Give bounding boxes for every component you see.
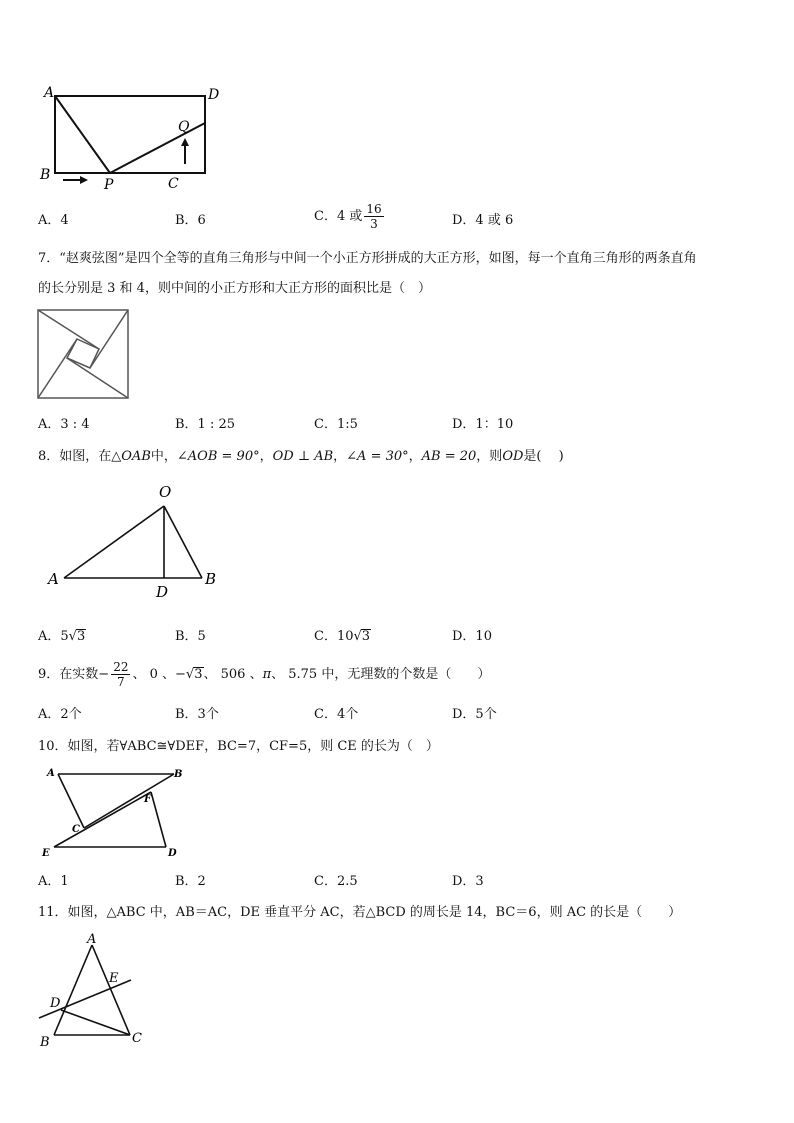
q6-segment-ap [55,96,110,173]
q11-label-c: C [132,1031,142,1046]
q9-radicand: 3 [194,667,203,682]
q8-stem-cond1: ∠AOB = 90° [176,449,260,464]
q7-outer-square [38,310,128,398]
q10-option-a: A．1 [38,874,69,889]
q9-stem-p4: 、 5.75 中，无理数的个数是（ ） [271,667,491,682]
q10-label-e: E [42,848,50,859]
q6-option-b: B．6 [175,213,206,228]
q8-option-c-prefix: C．10 [314,629,354,644]
q9-option-b: B．3个 [175,707,219,722]
q6-option-d: D．4 或 6 [452,213,514,228]
q10-figure [38,764,188,864]
q8-stem-od: OD [502,449,524,464]
q6-label-q: Q [178,119,190,135]
q9-neg: − [175,667,186,682]
q8-stem [38,448,564,466]
q8-stem-p4: 是( ) [523,449,564,464]
q10-label-a: A [47,768,55,779]
q7-option-d: D．1：10 [452,417,514,432]
q9-stem-p1: 9．在实数 [38,667,99,682]
q8-stem-cond3: ∠A = 30° [346,449,409,464]
q8-stem-cond2: OD ⊥ AB [272,449,334,464]
q6-label-b: B [40,167,51,183]
q9-option-c: C．4个 [314,707,359,722]
q11-stem: 11．如图，△ABC 中，AB＝AC，DE 垂直平分 AC，若△BCD 的周长是 14，BC＝6，则 AC 的长是（ ） [38,905,682,920]
q8-stem-p2: 中， [150,449,177,464]
q9-stem-p2: 、 0 、 [132,667,176,682]
q8-label-d: D [156,583,169,601]
q8-stem-sep2: ， [333,449,347,464]
q8-stem-p3: ，则 [476,449,503,464]
q11-label-b: B [40,1035,50,1050]
q7-figure [36,308,132,400]
q6-label-a: A [44,85,55,101]
q10-option-c: C．2.5 [314,874,358,889]
q9-option-d: D．5个 [452,707,497,722]
q10-label-b: B [174,769,183,780]
q8-option-d: D．10 [452,629,492,644]
q9-minus: − [98,667,110,682]
q8-option-a-radicand: 3 [76,629,86,644]
q7-stem-line2: 的长分别是 3 和 4，则中间的小正方形和大正方形的面积比是（ ） [38,281,431,296]
q8-label-a: A [48,570,59,588]
q9-stem-p3: 、 506 、 [203,667,263,682]
q8-figure [40,480,230,605]
q6-option-c-fraction [364,202,383,231]
q6-arrow-cq-head [181,138,189,146]
q9-stem: 9．在实数− $\frac{22}{7}$ 、 0 、−√3、 506 、π、 5.75 中，无理数的个数是（ ） [38,660,491,689]
q8-label-o: O [159,483,172,501]
q9-pi: π [262,667,272,682]
q6-segment-pq [110,123,205,173]
q10-label-d: D [168,848,177,859]
q9-frac-num: 22 [113,660,129,674]
q7-option-a: A．3 : 4 [38,417,90,432]
q6-option-c-prefix: C．4 或 [314,209,363,224]
q8-option-a: A．5√3 [38,629,86,644]
q7-inner-square [67,339,99,368]
q10-option-b: B．2 [175,874,206,889]
q10-label-f: F [144,794,152,805]
q6-arrow-bp-head [80,176,88,184]
q6-label-c: C [168,176,179,192]
q9-option-a: A．2个 [38,707,82,722]
q8-option-c-radicand: 3 [361,629,371,644]
q8-stem-p1: 8．如图，在 [38,449,112,464]
q8-option-c: C．10√3 [314,629,371,644]
q9-fraction [111,660,130,689]
q10-label-c: C [72,824,80,835]
q7-option-b: B．1 : 25 [175,417,236,432]
q6-option-a: A．4 [38,213,69,228]
q8-option-a-prefix: A．5 [38,629,69,644]
q10-option-d: D．3 [452,874,484,889]
q11-label-d: D [50,996,61,1011]
q7-option-c: C．1:5 [314,417,358,432]
q6-figure [30,80,230,200]
q7-stem-line1: 7．“赵爽弦图”是四个全等的直角三角形与中间一个小正方形拼成的大正方形，如图，每一个直角三角形的两条直角 [38,251,697,266]
q8-stem-triangle: △OAB [111,449,151,464]
q10-stem: 10．如图，若∀ABC≅∀DEF，BC=7，CF=5，则 CE 的长为（ ） [38,739,439,754]
q11-figure [34,930,154,1050]
q11-label-a: A [87,932,97,947]
q6-label-d: D [208,87,220,103]
q9-frac-den: 7 [117,675,125,689]
q6-label-p: P [104,177,114,193]
q6-option-c-num: 16 [366,202,382,216]
q6-option-c-den: 3 [370,217,378,231]
q8-stem-sep3: ， [408,449,422,464]
q6-option-c [314,202,386,231]
q8-option-b: B．5 [175,629,206,644]
q8-stem-cond4: AB = 20 [421,449,477,464]
q11-label-e: E [109,971,119,986]
q8-stem-sep1: ， [259,449,273,464]
q8-label-b: B [205,570,217,588]
